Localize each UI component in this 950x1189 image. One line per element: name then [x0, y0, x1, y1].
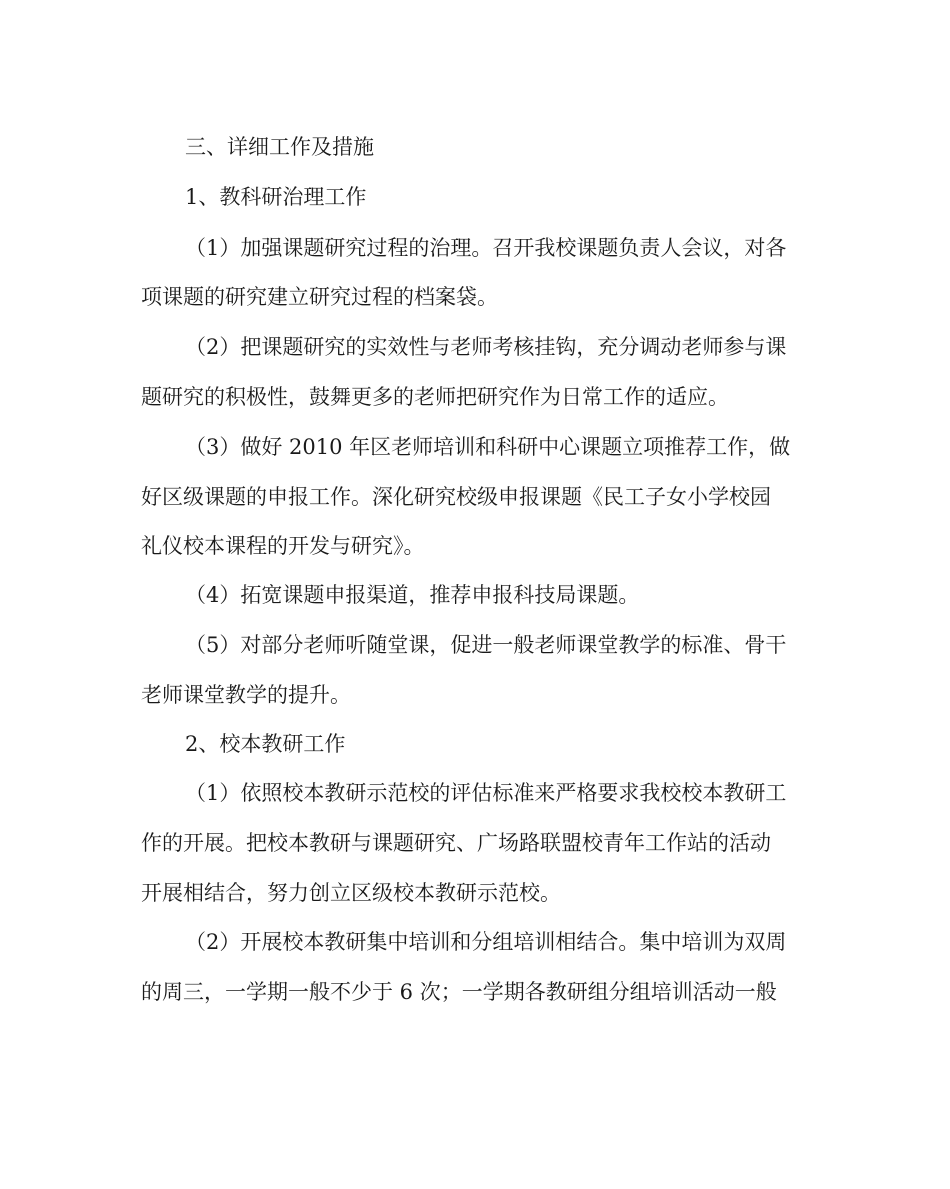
subsection-heading: 2、校本教研工作 [185, 732, 346, 756]
paragraph-line: 老师课堂教学的提升。 [141, 683, 351, 707]
paragraph-line: （3）做好 2010 年区老师培训和科研中心课题立项推荐工作，做 [185, 435, 791, 459]
paragraph-line: （5）对部分老师听随堂课，促进一般老师课堂教学的标准、骨干 [185, 633, 787, 657]
paragraph-line: （1）依照校本教研示范校的评估标准来严格要求我校校本教研工 [185, 781, 787, 805]
paragraph-line: 礼仪校本课程的开发与研究》。 [141, 534, 425, 558]
paragraph-line: 题研究的积极性，鼓舞更多的老师把研究作为日常工作的适应。 [141, 385, 729, 409]
paragraph-line: （1）加强课题研究过程的治理。召开我校课题负责人会议，对各 [185, 236, 787, 260]
section-heading: 三、详细工作及措施 [185, 135, 374, 159]
paragraph-line: （2）开展校本教研集中培训和分组培训相结合。集中培训为双周 [185, 930, 787, 954]
paragraph-line: （2）把课题研究的实效性与老师考核挂钩，充分调动老师参与课 [185, 335, 787, 359]
paragraph-line: 开展相结合，努力创立区级校本教研示范校。 [141, 881, 561, 905]
paragraph-line: 好区级课题的申报工作。深化研究校级申报课题《民工子女小学校园 [141, 485, 771, 509]
paragraph-line: 项课题的研究建立研究过程的档案袋。 [141, 285, 498, 309]
paragraph-line: 的周三，一学期一般不少于 6 次；一学期各教研组分组培训活动一般 [141, 980, 777, 1004]
paragraph-line: 作的开展。把校本教研与课题研究、广场路联盟校青年工作站的活动 [141, 831, 771, 855]
subsection-heading: 1、教科研治理工作 [185, 185, 367, 209]
paragraph-line: （4）拓宽课题申报渠道，推荐申报科技局课题。 [185, 583, 640, 607]
